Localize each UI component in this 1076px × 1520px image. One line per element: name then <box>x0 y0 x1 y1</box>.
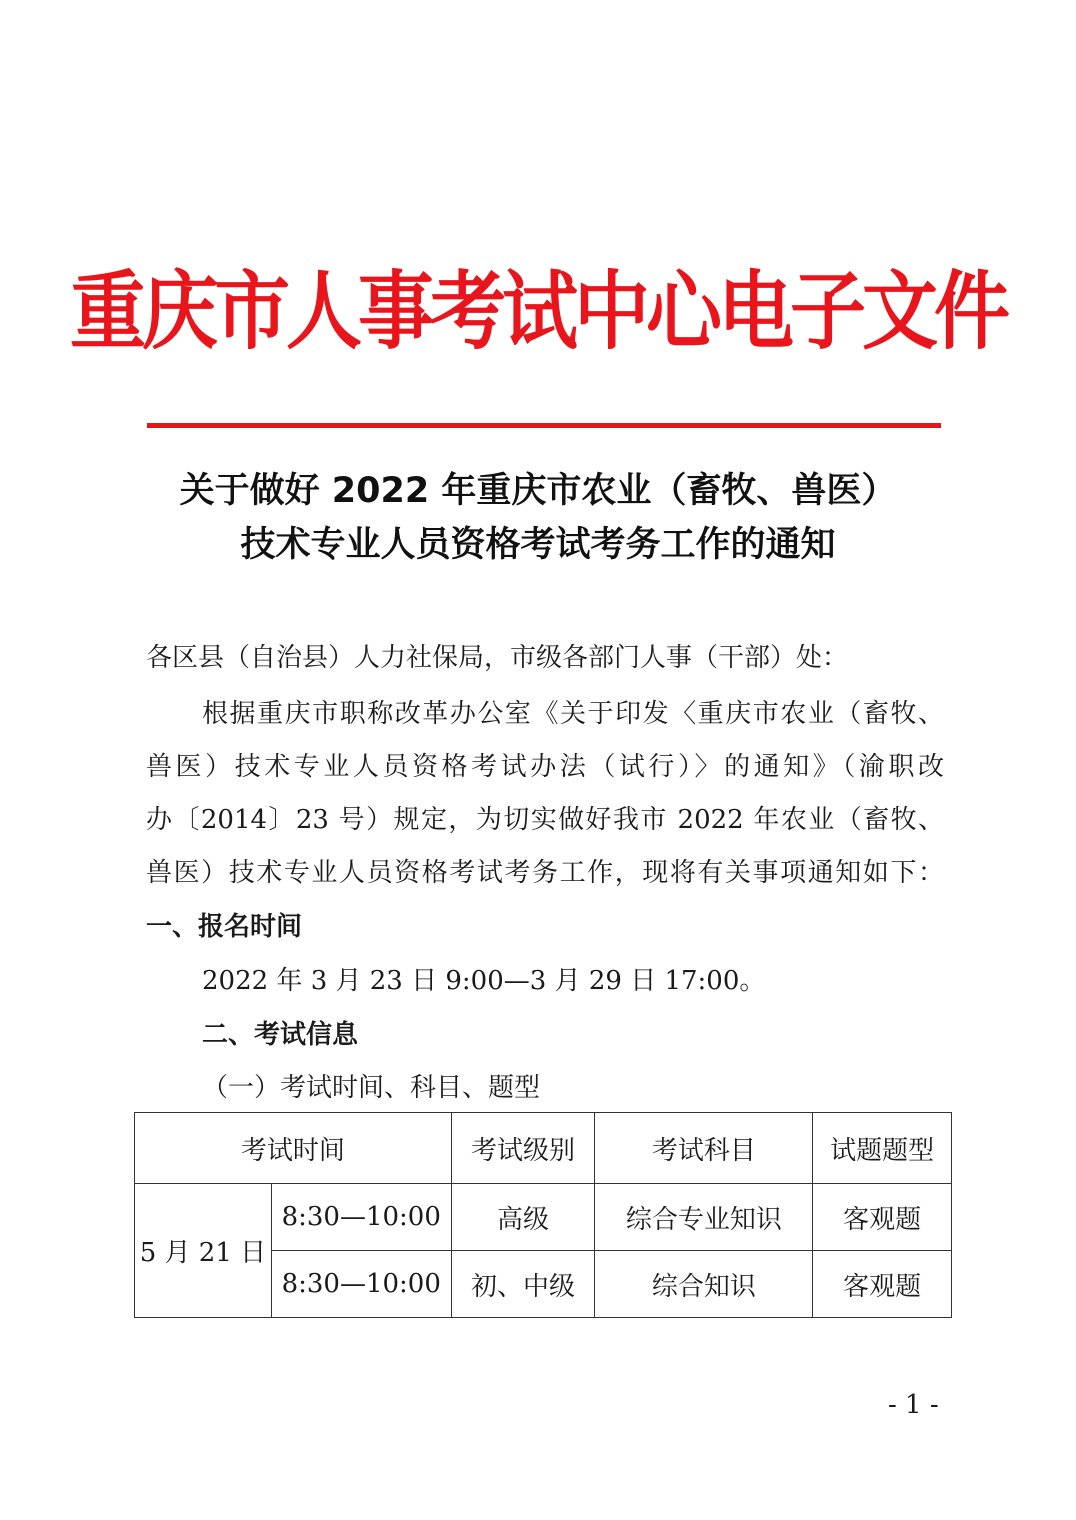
table-header-row <box>135 1113 952 1184</box>
salutation: 各区县（自治县）人力社保局，市级各部门人事（干部）处： <box>146 643 849 673</box>
body-line-2: 兽医）技术专业人员资格考试办法（试行）〉的通知》（渝职改 <box>146 752 944 782</box>
level-cell: 初、中级 <box>451 1251 595 1318</box>
document-masthead: 重庆市人事考试中心电子文件 <box>70 261 1006 362</box>
level-cell: 高级 <box>451 1184 595 1251</box>
body-line-3: 办〔2014〕23 号）规定，为切实做好我市 2022 年农业（畜牧、 <box>146 805 944 835</box>
exam-schedule-table <box>134 1112 952 1318</box>
masthead-red-rule <box>147 423 941 428</box>
page-number: - 1 - <box>888 1390 939 1420</box>
header-exam-level: 考试级别 <box>451 1113 595 1184</box>
type-cell: 客观题 <box>813 1184 952 1251</box>
table-row <box>135 1184 952 1251</box>
exam-date-cell: 5 月 21 日 <box>135 1184 272 1318</box>
section-2-heading: 二、考试信息 <box>202 1020 359 1050</box>
header-exam-time: 考试时间 <box>135 1113 452 1184</box>
time-cell: 8:30—10:00 <box>271 1251 451 1318</box>
body-line-1: 根据重庆市职称改革办公室《关于印发〈重庆市农业（畜牧、 <box>202 699 944 729</box>
subject-cell: 综合专业知识 <box>595 1184 813 1251</box>
subsection-1-heading: （一）考试时间、科目、题型 <box>202 1073 541 1103</box>
header-exam-subject: 考试科目 <box>595 1113 813 1184</box>
document-title-line-1: 关于做好 2022 年重庆市农业（畜牧、兽医） <box>179 471 897 511</box>
header-question-type: 试题题型 <box>813 1113 952 1184</box>
type-cell: 客观题 <box>813 1251 952 1318</box>
time-cell: 8:30—10:00 <box>271 1184 451 1251</box>
section-1-heading: 一、报名时间 <box>146 912 303 942</box>
registration-time: 2022 年 3 月 23 日 9:00—3 月 29 日 17:00。 <box>202 966 766 996</box>
subject-cell: 综合知识 <box>595 1251 813 1318</box>
body-line-4: 兽医）技术专业人员资格考试考务工作，现将有关事项通知如下： <box>146 858 944 888</box>
document-title-line-2: 技术专业人员资格考试考务工作的通知 <box>240 525 836 565</box>
